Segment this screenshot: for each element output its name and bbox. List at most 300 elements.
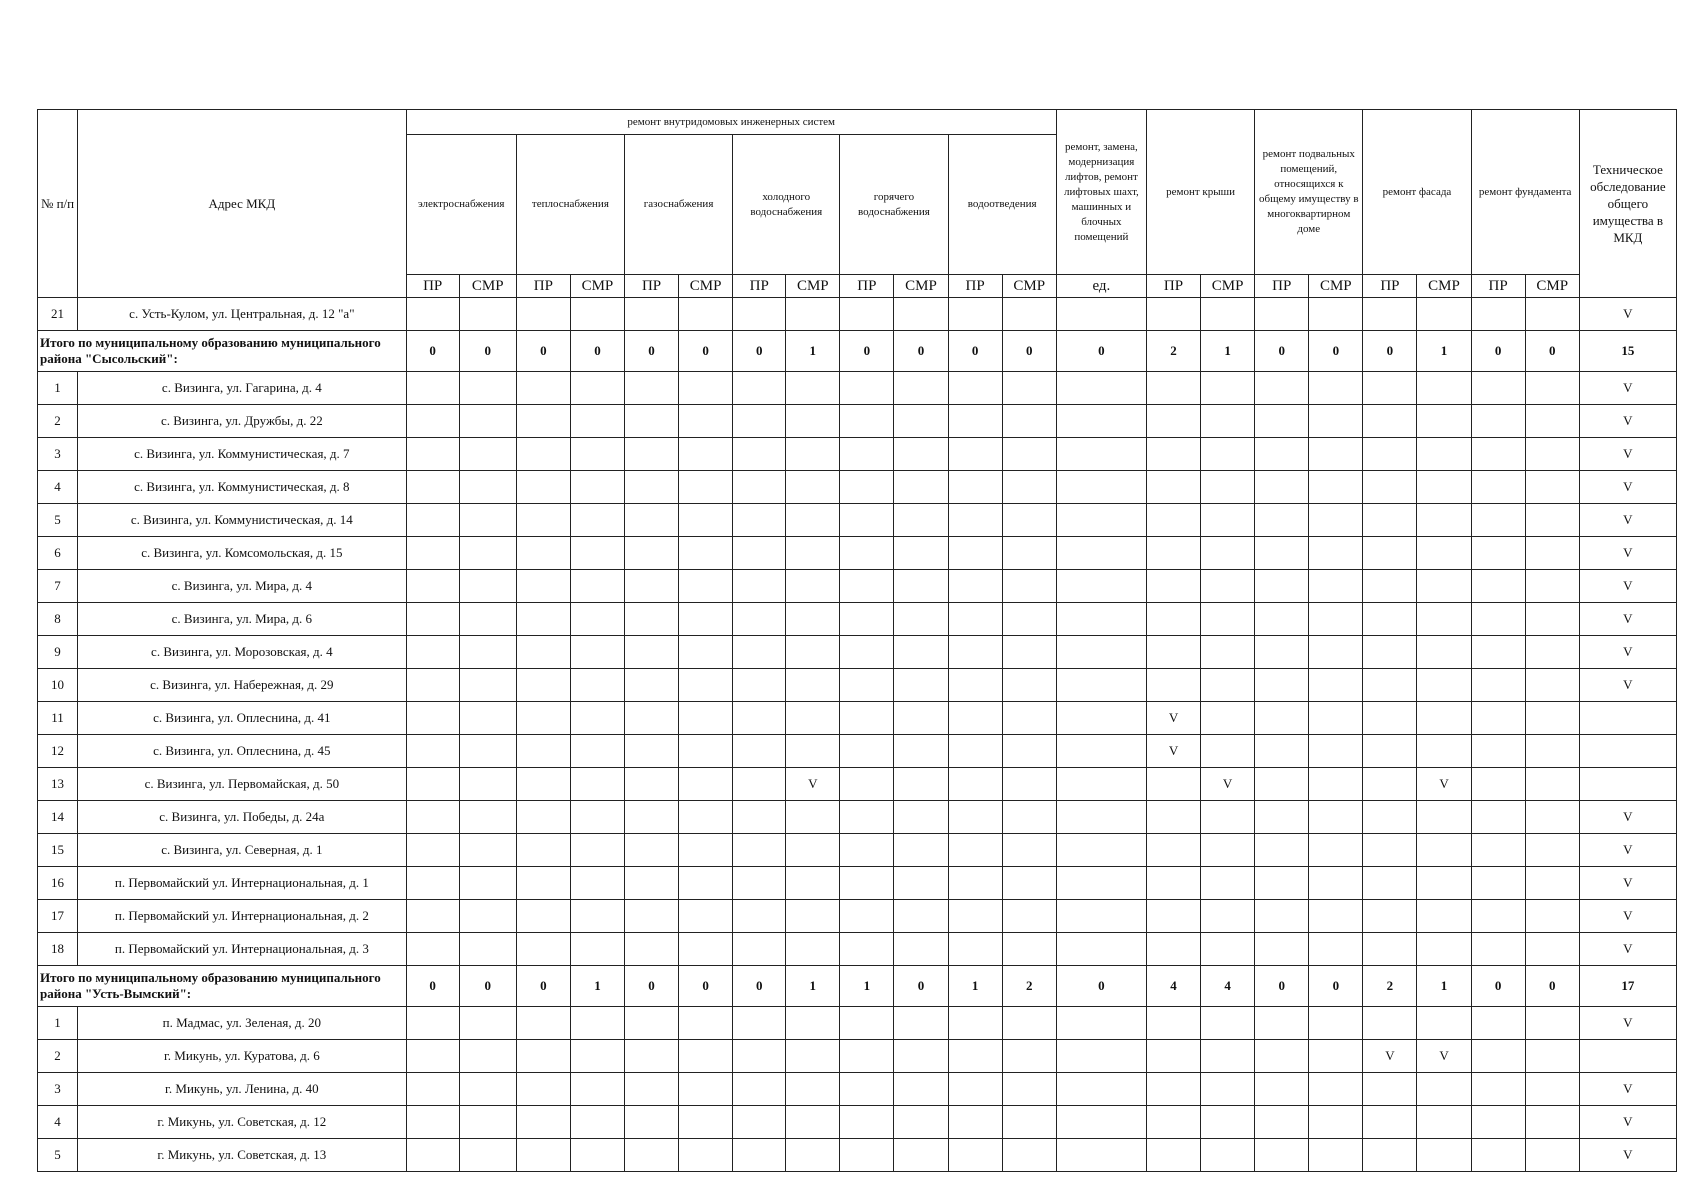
data-cell [1056,702,1146,735]
data-cell [406,867,459,900]
data-cell [733,570,786,603]
total-cell: 2 [1146,331,1200,372]
data-cell [406,801,459,834]
data-cell [1255,636,1309,669]
data-cell [1525,1073,1579,1106]
data-cell [570,834,624,867]
data-cell [1002,636,1056,669]
data-cell [459,405,516,438]
data-cell [840,504,894,537]
data-cell [1255,1007,1309,1040]
data-cell [1417,735,1471,768]
table-row [38,636,1677,669]
data-cell [786,1040,840,1073]
data-cell [786,537,840,570]
data-cell [624,570,678,603]
data-cell [786,669,840,702]
data-cell [786,372,840,405]
table-row [38,768,1677,801]
data-cell [1056,537,1146,570]
table-row [38,801,1677,834]
data-cell [1002,438,1056,471]
data-cell [1309,298,1363,331]
data-cell [840,867,894,900]
table-row [38,669,1677,702]
data-cell [679,1139,733,1172]
header-smr: СМР [786,275,840,298]
data-cell [1056,372,1146,405]
data-cell [570,471,624,504]
data-cell [624,438,678,471]
data-cell [1146,867,1200,900]
data-cell [1471,867,1525,900]
data-cell [1002,570,1056,603]
data-cell [1201,438,1255,471]
header-pr: ПР [1363,275,1417,298]
total-cell: 0 [679,331,733,372]
data-cell [733,438,786,471]
data-cell [1471,1106,1525,1139]
data-cell [516,471,570,504]
data-cell [733,735,786,768]
data-cell [570,372,624,405]
data-cell [459,504,516,537]
total-cell: 1 [1417,331,1471,372]
data-cell [948,867,1002,900]
header-drainage: водоотведения [948,135,1056,275]
data-cell [1309,603,1363,636]
total-cell: 0 [1056,331,1146,372]
row-number: 5 [38,504,78,537]
header-pr: ПР [1471,275,1525,298]
data-cell [1525,405,1579,438]
data-cell [786,801,840,834]
data-cell [1255,834,1309,867]
row-number: 12 [38,735,78,768]
header-smr: СМР [894,275,948,298]
data-cell [1201,933,1255,966]
row-number: 16 [38,867,78,900]
inspection-cell [1579,702,1676,735]
data-cell [840,636,894,669]
data-cell [733,537,786,570]
inspection-cell: V [1579,471,1676,504]
data-cell [1471,669,1525,702]
inspection-cell: V [1579,298,1676,331]
data-cell [948,570,1002,603]
data-cell [624,669,678,702]
data-cell [1525,867,1579,900]
total-cell: 1 [786,966,840,1007]
row-number: 11 [38,702,78,735]
data-cell [459,438,516,471]
data-cell [624,768,678,801]
data-cell [459,537,516,570]
data-cell [1056,669,1146,702]
data-cell [948,768,1002,801]
data-cell [733,471,786,504]
data-cell [1056,603,1146,636]
data-cell [1363,933,1417,966]
data-cell [1363,603,1417,636]
data-cell [1309,1007,1363,1040]
data-cell [570,801,624,834]
data-cell [459,669,516,702]
data-cell [948,504,1002,537]
data-cell: V [786,768,840,801]
data-cell [624,1106,678,1139]
data-cell [516,801,570,834]
data-cell [1002,867,1056,900]
data-cell [459,298,516,331]
header-pr: ПР [840,275,894,298]
data-cell [894,801,948,834]
data-cell [840,801,894,834]
data-cell [459,570,516,603]
data-cell [516,1106,570,1139]
header-unit: ед. [1056,275,1146,298]
row-address: с. Усть-Кулом, ул. Центральная, д. 12 "а" [78,298,407,331]
row-number: 13 [38,768,78,801]
data-cell [894,537,948,570]
data-cell [1525,1106,1579,1139]
total-cell: 0 [1525,966,1579,1007]
header-num: № п/п [38,110,78,298]
data-cell [570,1040,624,1073]
row-address: г. Микунь, ул. Ленина, д. 40 [78,1073,407,1106]
data-cell [948,933,1002,966]
data-cell [1309,702,1363,735]
data-cell [516,735,570,768]
data-cell [1201,603,1255,636]
data-cell [624,834,678,867]
data-cell [516,372,570,405]
data-cell [1363,834,1417,867]
data-cell [894,702,948,735]
data-cell [1471,537,1525,570]
data-cell [840,1139,894,1172]
data-cell [570,636,624,669]
data-cell [679,438,733,471]
total-cell: 0 [1255,966,1309,1007]
data-cell [570,504,624,537]
data-cell [1363,1007,1417,1040]
data-cell [1525,801,1579,834]
data-cell [459,702,516,735]
data-cell [1471,702,1525,735]
total-row [38,966,1677,1007]
data-cell [570,669,624,702]
data-cell [1255,438,1309,471]
data-cell [406,1106,459,1139]
data-cell [1201,735,1255,768]
data-cell [1363,1139,1417,1172]
data-cell [786,570,840,603]
inspection-cell [1579,1040,1676,1073]
data-cell [840,438,894,471]
inspection-cell: V [1579,801,1676,834]
data-cell [1417,933,1471,966]
data-cell [948,1139,1002,1172]
data-cell [733,405,786,438]
data-cell [570,1007,624,1040]
data-cell [1417,867,1471,900]
header-hot-water: горячего водоснабжения [840,135,948,275]
data-cell [948,438,1002,471]
data-cell [679,867,733,900]
data-cell [679,636,733,669]
data-cell [1417,1106,1471,1139]
data-cell [894,1040,948,1073]
data-cell [1201,834,1255,867]
row-number: 4 [38,1106,78,1139]
data-cell [1201,298,1255,331]
total-inspection-cell: 15 [1579,331,1676,372]
data-cell [406,471,459,504]
inspection-cell [1579,768,1676,801]
data-cell [679,298,733,331]
data-cell: V [1146,702,1200,735]
data-cell [840,900,894,933]
data-cell [840,768,894,801]
total-cell: 0 [406,331,459,372]
data-cell [406,933,459,966]
data-cell [786,504,840,537]
data-cell [1417,1073,1471,1106]
data-cell [948,1073,1002,1106]
data-cell [1146,933,1200,966]
data-cell [1471,900,1525,933]
total-cell: 1 [1417,966,1471,1007]
data-cell [894,1073,948,1106]
data-cell [948,1040,1002,1073]
data-cell [894,900,948,933]
data-cell [840,471,894,504]
row-address: п. Первомайский ул. Интернациональная, д. 1 [78,867,407,900]
data-cell [1002,372,1056,405]
total-cell: 0 [459,966,516,1007]
data-cell [1056,1007,1146,1040]
data-cell [624,298,678,331]
data-cell [406,768,459,801]
data-cell [786,298,840,331]
data-cell [1201,372,1255,405]
inspection-cell: V [1579,372,1676,405]
data-cell [459,735,516,768]
data-cell [948,537,1002,570]
data-cell [786,834,840,867]
data-cell [1363,372,1417,405]
data-cell [1146,471,1200,504]
data-cell [1309,669,1363,702]
data-cell [1417,636,1471,669]
data-cell [1471,933,1525,966]
data-cell [516,867,570,900]
header-pr: ПР [733,275,786,298]
data-cell [679,669,733,702]
data-cell [1201,636,1255,669]
data-cell [624,405,678,438]
row-address: с. Визинга, ул. Коммунистическая, д. 14 [78,504,407,537]
data-cell [1002,1106,1056,1139]
data-cell [948,636,1002,669]
total-cell: 0 [516,966,570,1007]
row-address: г. Микунь, ул. Советская, д. 12 [78,1106,407,1139]
data-cell: V [1417,1040,1471,1073]
data-cell [1255,405,1309,438]
data-cell [1363,471,1417,504]
data-cell [733,768,786,801]
data-cell [1471,834,1525,867]
data-cell [1201,702,1255,735]
data-cell [1002,801,1056,834]
data-cell [516,570,570,603]
data-cell [624,1040,678,1073]
total-cell: 0 [679,966,733,1007]
data-cell [840,405,894,438]
data-cell [733,1007,786,1040]
data-cell [1056,471,1146,504]
data-cell [570,1139,624,1172]
data-cell [624,900,678,933]
data-cell [733,834,786,867]
data-cell [786,735,840,768]
data-cell [786,405,840,438]
data-cell [516,1040,570,1073]
data-cell [570,1106,624,1139]
row-address: с. Визинга, ул. Морозовская, д. 4 [78,636,407,669]
data-cell [1309,834,1363,867]
data-cell [733,1106,786,1139]
data-cell [679,1106,733,1139]
data-cell [733,801,786,834]
table-row [38,405,1677,438]
data-cell [1525,1040,1579,1073]
data-cell: V [1146,735,1200,768]
row-address: с. Визинга, ул. Мира, д. 4 [78,570,407,603]
data-cell [1201,1106,1255,1139]
data-cell [733,702,786,735]
data-cell [1002,933,1056,966]
data-cell [948,471,1002,504]
total-cell: 0 [1002,331,1056,372]
data-cell [1363,900,1417,933]
data-cell [679,768,733,801]
data-cell [1471,801,1525,834]
data-cell [1255,768,1309,801]
data-cell [1417,669,1471,702]
data-cell [406,636,459,669]
data-cell [1309,504,1363,537]
data-cell [1417,603,1471,636]
data-cell [1417,1007,1471,1040]
data-cell [406,438,459,471]
total-cell: 1 [948,966,1002,1007]
header-pr: ПР [1255,275,1309,298]
data-cell [948,834,1002,867]
data-cell [1363,570,1417,603]
data-cell [1002,298,1056,331]
data-cell [1417,702,1471,735]
data-cell [1309,405,1363,438]
total-cell: 0 [894,331,948,372]
data-cell [1255,867,1309,900]
data-cell [948,298,1002,331]
data-cell [570,768,624,801]
data-cell [1471,603,1525,636]
row-address: с. Визинга, ул. Коммунистическая, д. 7 [78,438,407,471]
data-cell [1002,1007,1056,1040]
data-cell [1146,1007,1200,1040]
data-cell [406,834,459,867]
inspection-cell: V [1579,1007,1676,1040]
data-cell [733,867,786,900]
data-cell [733,504,786,537]
data-cell [894,1106,948,1139]
data-cell: V [1417,768,1471,801]
data-cell [1146,603,1200,636]
data-cell [459,372,516,405]
data-cell [679,702,733,735]
data-cell [1363,537,1417,570]
data-cell [894,1139,948,1172]
data-cell [840,372,894,405]
total-cell: 0 [894,966,948,1007]
table-row [38,702,1677,735]
data-cell [1201,669,1255,702]
data-cell [1056,504,1146,537]
data-cell [516,1073,570,1106]
row-address: с. Визинга, ул. Мира, д. 6 [78,603,407,636]
data-cell [406,1139,459,1172]
data-cell [1056,1106,1146,1139]
data-cell [516,298,570,331]
data-cell [733,298,786,331]
data-cell [1056,933,1146,966]
header-smr: СМР [1309,275,1363,298]
data-cell [894,669,948,702]
total-cell: 4 [1146,966,1200,1007]
data-cell [624,702,678,735]
data-cell [406,1040,459,1073]
inspection-cell: V [1579,636,1676,669]
header-pr: ПР [1146,275,1200,298]
data-cell [1363,1073,1417,1106]
data-cell [570,405,624,438]
total-label: Итого по муниципальному образованию муниципального района "Сысольский": [38,331,407,372]
data-cell [786,1106,840,1139]
total-cell: 1 [840,966,894,1007]
total-cell: 0 [459,331,516,372]
data-cell [1309,900,1363,933]
row-address: п. Первомайский ул. Интернациональная, д. 3 [78,933,407,966]
data-cell [1201,537,1255,570]
data-cell [1363,735,1417,768]
data-cell [1056,834,1146,867]
data-cell [1309,1040,1363,1073]
data-cell [1525,636,1579,669]
data-cell [624,801,678,834]
data-cell [1471,768,1525,801]
data-cell [516,405,570,438]
table-row [38,1073,1677,1106]
data-cell [786,603,840,636]
data-cell [1363,1106,1417,1139]
data-cell [894,636,948,669]
data-cell [1525,1007,1579,1040]
row-number: 2 [38,405,78,438]
inspection-cell: V [1579,669,1676,702]
